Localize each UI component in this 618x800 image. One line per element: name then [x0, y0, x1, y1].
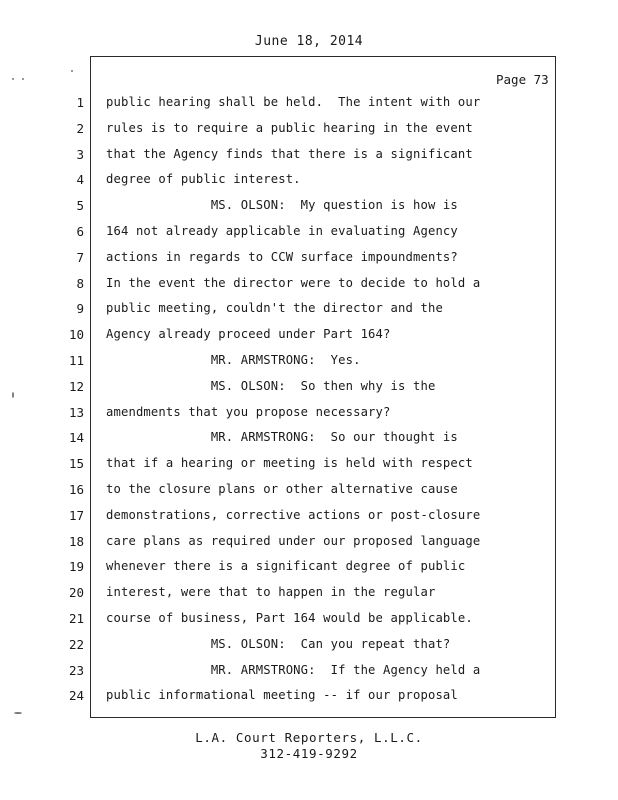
transcript-line: MS. OLSON: My question is how is	[106, 198, 458, 213]
scan-speck	[12, 78, 14, 80]
transcript-line: rules is to require a public hearing in the event	[106, 120, 473, 135]
court-reporter-name: L.A. Court Reporters, L.L.C.	[195, 730, 423, 745]
transcript-line: demonstrations, corrective actions or post-closure	[106, 507, 481, 522]
transcript-line: public hearing shall be held. The intent with our	[106, 95, 481, 109]
line-number: 2	[76, 120, 84, 136]
transcript-date: June 18, 2014	[254, 34, 364, 49]
page-number-label: Page 73	[496, 72, 549, 87]
transcript-line: degree of public interest.	[106, 172, 301, 187]
transcript-line: to the closure plans or other alternative cause	[106, 482, 458, 496]
line-number: 23	[68, 662, 84, 678]
transcript-line: Agency already proceed under Part 164?	[106, 327, 391, 342]
transcript-line: course of business, Part 164 would be applicable.	[106, 611, 473, 625]
transcript-line: that if a hearing or meeting is held with respect	[106, 456, 473, 471]
line-number: 24	[68, 688, 84, 704]
transcript-line: care plans as required under our proposed language	[106, 533, 481, 548]
line-number: 11	[68, 353, 84, 368]
line-number: 21	[68, 611, 84, 626]
line-number: 8	[76, 275, 84, 291]
transcript-line: 164 not already applicable in evaluating Agency	[106, 224, 458, 238]
transcript-line: MR. ARMSTRONG: If the Agency held a	[106, 662, 481, 677]
line-number: 13	[68, 404, 84, 420]
line-number: 17	[68, 507, 84, 523]
line-number: 19	[68, 559, 84, 575]
transcript-line: interest, were that to happen in the regular	[106, 585, 436, 600]
line-number: 7	[76, 249, 84, 265]
transcript-line: amendments that you propose necessary?	[106, 404, 391, 419]
line-number: 4	[76, 172, 84, 188]
transcript-line: public informational meeting -- if our proposal	[106, 688, 458, 703]
transcript-line: MR. ARMSTRONG: So our thought is	[106, 430, 458, 445]
line-number: 16	[68, 482, 84, 497]
transcript-line: MR. ARMSTRONG: Yes.	[106, 353, 361, 367]
line-number: 12	[68, 378, 84, 394]
line-number: 1	[76, 95, 84, 110]
transcript-line: public meeting, couldn't the director and the	[106, 301, 443, 316]
scan-speck	[22, 78, 24, 80]
court-reporter-phone: 312-419-9292	[260, 746, 358, 761]
transcript-line: In the event the director were to decide to hold a	[106, 275, 481, 290]
line-number: 20	[68, 585, 84, 601]
line-number: 22	[68, 636, 84, 652]
transcript-line: actions in regards to CCW surface impoundments?	[106, 249, 458, 264]
transcript-line: whenever there is a significant degree of public	[106, 559, 466, 574]
line-number: 5	[76, 198, 84, 214]
line-number: 15	[68, 456, 84, 472]
scan-speck	[12, 392, 14, 398]
transcript-line: that the Agency finds that there is a significant	[106, 146, 473, 161]
transcript-line: MS. OLSON: So then why is the	[106, 378, 436, 393]
line-number: 14	[68, 430, 84, 446]
line-number: 18	[68, 533, 84, 549]
scan-speck	[14, 712, 22, 714]
line-number: 3	[76, 146, 84, 162]
scan-speck	[71, 70, 73, 72]
transcript-line: MS. OLSON: Can you repeat that?	[106, 636, 451, 651]
line-number: 9	[76, 301, 84, 317]
line-number: 6	[76, 224, 84, 239]
line-number: 10	[68, 327, 84, 343]
